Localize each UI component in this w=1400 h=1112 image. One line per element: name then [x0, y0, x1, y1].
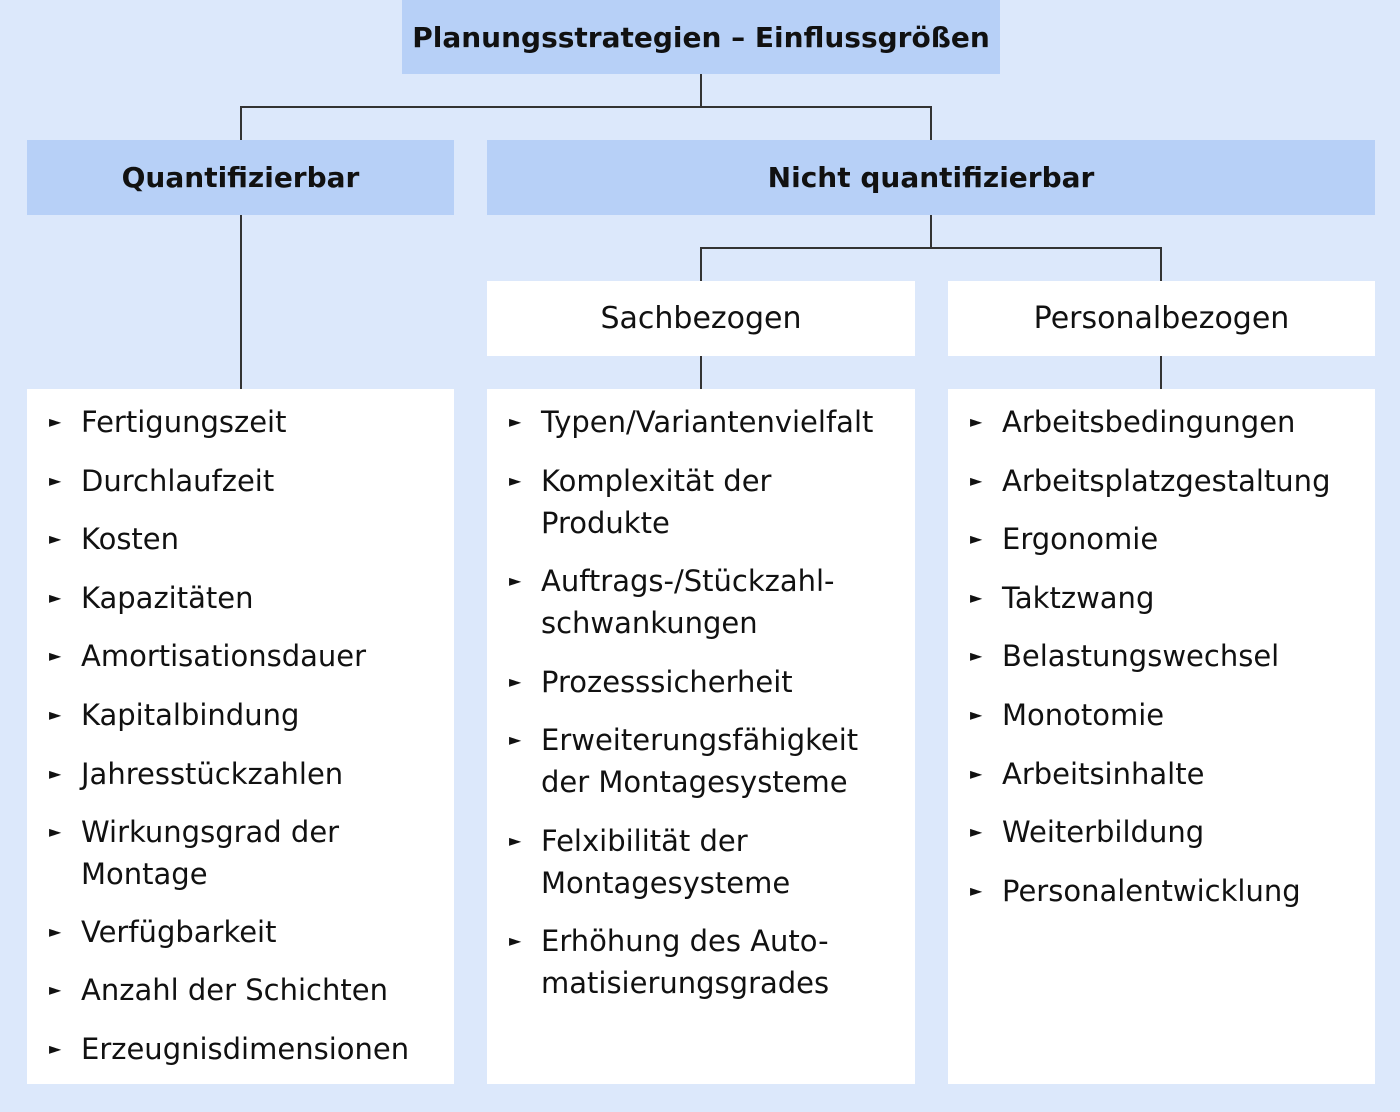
- bullet-arrow-icon: ►: [970, 646, 983, 665]
- list-item: [487, 820, 915, 904]
- bullet-arrow-icon: ►: [49, 412, 62, 431]
- list-item: [27, 753, 454, 795]
- bullet-arrow-icon: ►: [509, 412, 522, 431]
- list-item: [27, 401, 454, 443]
- list-item: [948, 401, 1375, 443]
- bullet-arrow-icon: ►: [970, 881, 983, 900]
- subcategory-personal: [948, 281, 1375, 356]
- list-item-text: Belastungswechsel: [1002, 639, 1280, 673]
- list-item-text: Wirkungsgrad der Montage: [81, 815, 340, 891]
- bullet-arrow-icon: ►: [970, 588, 983, 607]
- list-item: [948, 753, 1375, 795]
- list-item: [948, 870, 1375, 912]
- list-item-text: Monotomie: [1002, 698, 1165, 732]
- list-item-text: Taktzwang: [1002, 581, 1155, 615]
- list-item-text: Amortisationsdauer: [81, 639, 367, 673]
- list-item-text: Arbeitsbedingungen: [1002, 405, 1296, 439]
- bullet-arrow-icon: ►: [509, 471, 522, 490]
- root-title-box: [402, 0, 1000, 74]
- list-item-text: Erhöhung des Auto- matisierungsgrades: [541, 924, 830, 1000]
- bullet-arrow-icon: ►: [49, 1039, 62, 1058]
- list-item: [27, 694, 454, 736]
- list-item-text: Kapazitäten: [81, 581, 254, 615]
- list-item-text: Jahresstückzahlen: [81, 757, 344, 791]
- list-item: [948, 635, 1375, 677]
- bullet-arrow-icon: ►: [970, 822, 983, 841]
- list-item-text: Weiterbildung: [1002, 815, 1205, 849]
- bullet-arrow-icon: ►: [49, 471, 62, 490]
- connector-sub-horizontal: [700, 247, 1162, 249]
- list-item: [948, 694, 1375, 736]
- bullet-arrow-icon: ►: [49, 646, 62, 665]
- subcategory-sach-title: Sachbezogen: [600, 301, 802, 336]
- bullet-arrow-icon: ►: [49, 588, 62, 607]
- list-item: [27, 969, 454, 1011]
- list-item: [27, 635, 454, 677]
- list-item-text: Personalentwicklung: [1002, 874, 1301, 908]
- category-non-quantifiable-title: Nicht quantifizierbar: [767, 161, 1095, 194]
- list-item-text: Fertigungszeit: [81, 405, 287, 439]
- connector-to-sach: [700, 247, 702, 281]
- list-item: [948, 460, 1375, 502]
- list-item-text: Kosten: [81, 522, 180, 556]
- root-title: Planungsstrategien – Einflussgrößen: [412, 20, 990, 54]
- list-item: [27, 1028, 454, 1070]
- list-item: [948, 577, 1375, 619]
- list-item-text: Kapitalbindung: [81, 698, 300, 732]
- list-item: [27, 577, 454, 619]
- list-item: [487, 401, 915, 443]
- list-item: [487, 560, 915, 644]
- bullet-arrow-icon: ►: [970, 471, 983, 490]
- list-item: [948, 518, 1375, 560]
- list-item: [487, 661, 915, 703]
- list-item: [27, 518, 454, 560]
- bullet-arrow-icon: ►: [970, 529, 983, 548]
- bullet-arrow-icon: ►: [509, 730, 522, 749]
- category-non-quantifiable: [487, 140, 1375, 215]
- bullet-arrow-icon: ►: [509, 672, 522, 691]
- list-item: [487, 719, 915, 803]
- list-item: [27, 911, 454, 953]
- list-item: [948, 811, 1375, 853]
- list-item-text: Felxibilität der Montagesysteme: [541, 824, 791, 900]
- list-item-text: Erzeugnisdimensionen: [81, 1032, 410, 1066]
- bullet-arrow-icon: ►: [49, 980, 62, 999]
- connector-personal-to-list: [1160, 355, 1162, 390]
- bullet-arrow-icon: ►: [509, 571, 522, 590]
- list-item-text: Erweiterungsfähigkeit der Montagesysteme: [541, 723, 859, 799]
- list-item: [487, 920, 915, 1004]
- list-item-text: Durchlaufzeit: [81, 464, 275, 498]
- list-item-text: Komplexität der Produkte: [541, 464, 772, 540]
- connector-quantifiable-to-list: [240, 214, 242, 390]
- subcategory-personal-title: Personalbezogen: [1033, 301, 1290, 336]
- connector-root-down: [700, 73, 702, 107]
- list-item: [27, 811, 454, 895]
- category-quantifiable-title: Quantifizierbar: [121, 161, 360, 194]
- list-item-text: Typen/Variantenvielfalt: [541, 405, 874, 439]
- list-item: [27, 460, 454, 502]
- list-item-text: Auftrags-/Stückzahl- schwankungen: [541, 564, 835, 640]
- list-item-text: Anzahl der Schichten: [81, 973, 388, 1007]
- connector-non-quant-down: [930, 214, 932, 248]
- bullet-arrow-icon: ►: [49, 922, 62, 941]
- bullet-arrow-icon: ►: [509, 831, 522, 850]
- bullet-arrow-icon: ►: [970, 764, 983, 783]
- bullet-arrow-icon: ►: [49, 764, 62, 783]
- list-item-text: Ergonomie: [1002, 522, 1159, 556]
- connector-to-personal: [1160, 247, 1162, 281]
- category-quantifiable: [27, 140, 454, 215]
- bullet-arrow-icon: ►: [970, 412, 983, 431]
- list-item-text: Arbeitsinhalte: [1002, 757, 1205, 791]
- list-item-text: Prozesssicherheit: [541, 665, 793, 699]
- bullet-arrow-icon: ►: [970, 705, 983, 724]
- subcategory-sach: [487, 281, 915, 356]
- connector-to-quantifiable: [240, 106, 242, 140]
- connector-root-horizontal: [240, 106, 932, 108]
- list-item-text: Arbeitsplatzgestaltung: [1002, 464, 1331, 498]
- list-item-text: Verfügbarkeit: [81, 915, 277, 949]
- list-item: [487, 460, 915, 544]
- list-personal: [948, 389, 1375, 1084]
- bullet-arrow-icon: ►: [49, 705, 62, 724]
- connector-sach-to-list: [700, 355, 702, 390]
- list-sach: [487, 389, 915, 1084]
- list-quantifiable: [27, 389, 454, 1084]
- bullet-arrow-icon: ►: [49, 822, 62, 841]
- bullet-arrow-icon: ►: [49, 529, 62, 548]
- connector-to-non-quantifiable: [930, 106, 932, 140]
- bullet-arrow-icon: ►: [509, 931, 522, 950]
